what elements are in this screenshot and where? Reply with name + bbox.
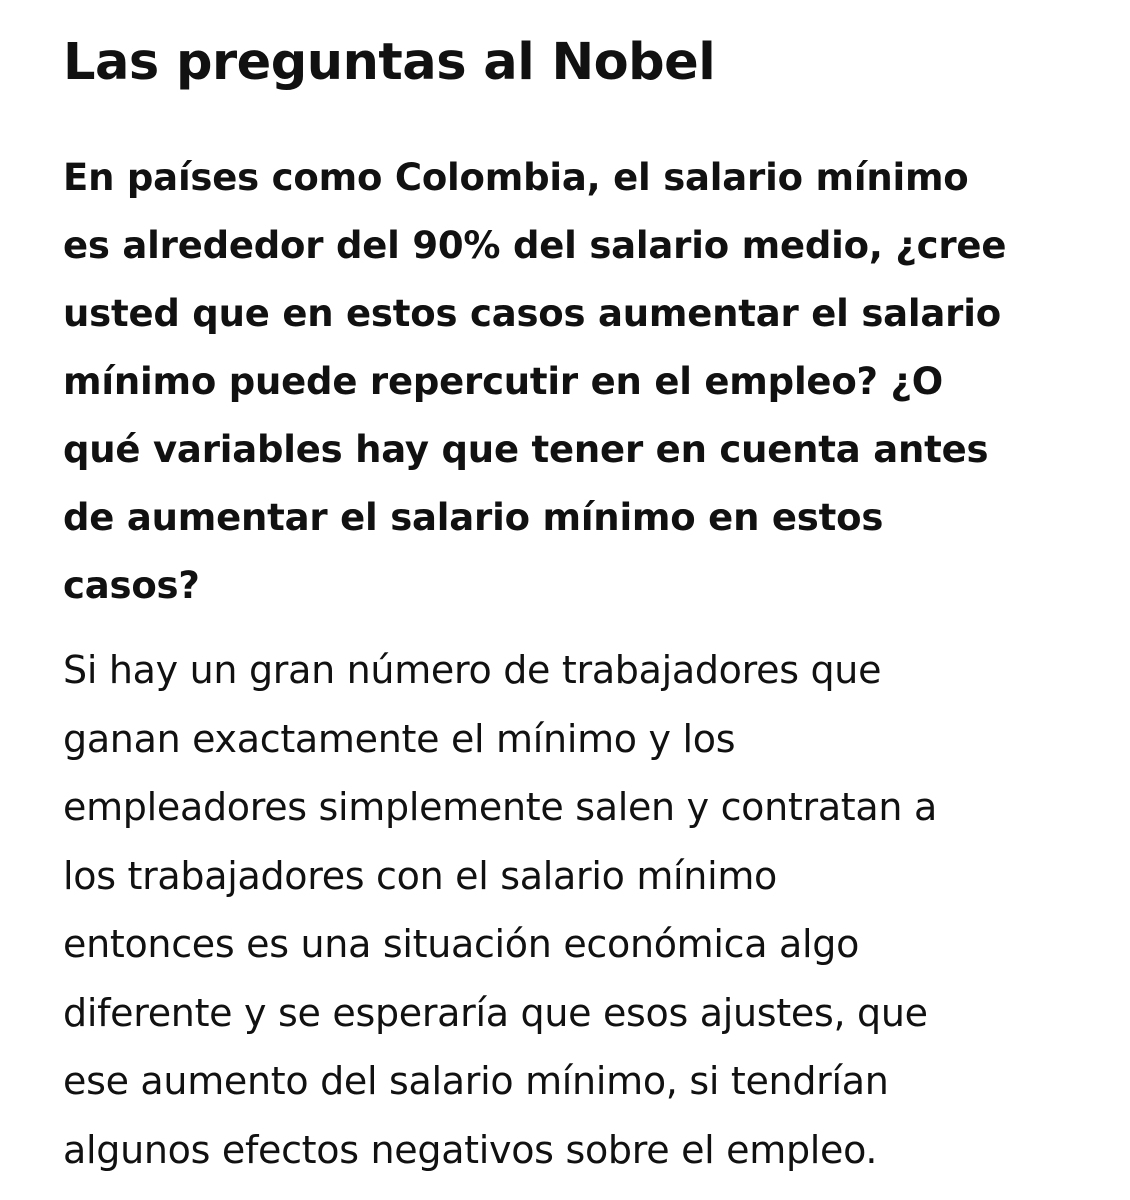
question-paragraph (63, 144, 1006, 620)
answer-line: entonces es una situación económica algo (63, 922, 860, 966)
question-line: casos? (63, 564, 200, 607)
question-line: mínimo puede repercutir en el empleo? ¿O (63, 360, 944, 403)
answer-line: diferente y se esperaría que esos ajustes, que (63, 990, 928, 1035)
answer-line: Si hay un gran número de trabajadores que (63, 648, 882, 692)
answer-line: empleadores simplemente salen y contratan a (63, 785, 937, 829)
question-line: es alrededor del 90% del salario medio, ¿cree (63, 224, 1007, 267)
question-line: usted que en estos casos aumentar el salario (63, 292, 1001, 335)
answer-line: los trabajadores con el salario mínimo (63, 853, 777, 898)
answer-paragraph (63, 636, 937, 1184)
answer-line: ese aumento del salario mínimo, si tendrían (63, 1059, 889, 1103)
question-line: qué variables hay que tener en cuenta antes (63, 428, 989, 471)
article-title: Las preguntas al Nobel (63, 33, 716, 92)
answer-line: ganan exactamente el mínimo y los (63, 716, 736, 761)
answer-line: algunos efectos negativos sobre el empleo. (63, 1127, 878, 1172)
question-line: de aumentar el salario mínimo en estos (63, 496, 884, 539)
question-line: En países como Colombia, el salario mínimo (63, 156, 969, 199)
